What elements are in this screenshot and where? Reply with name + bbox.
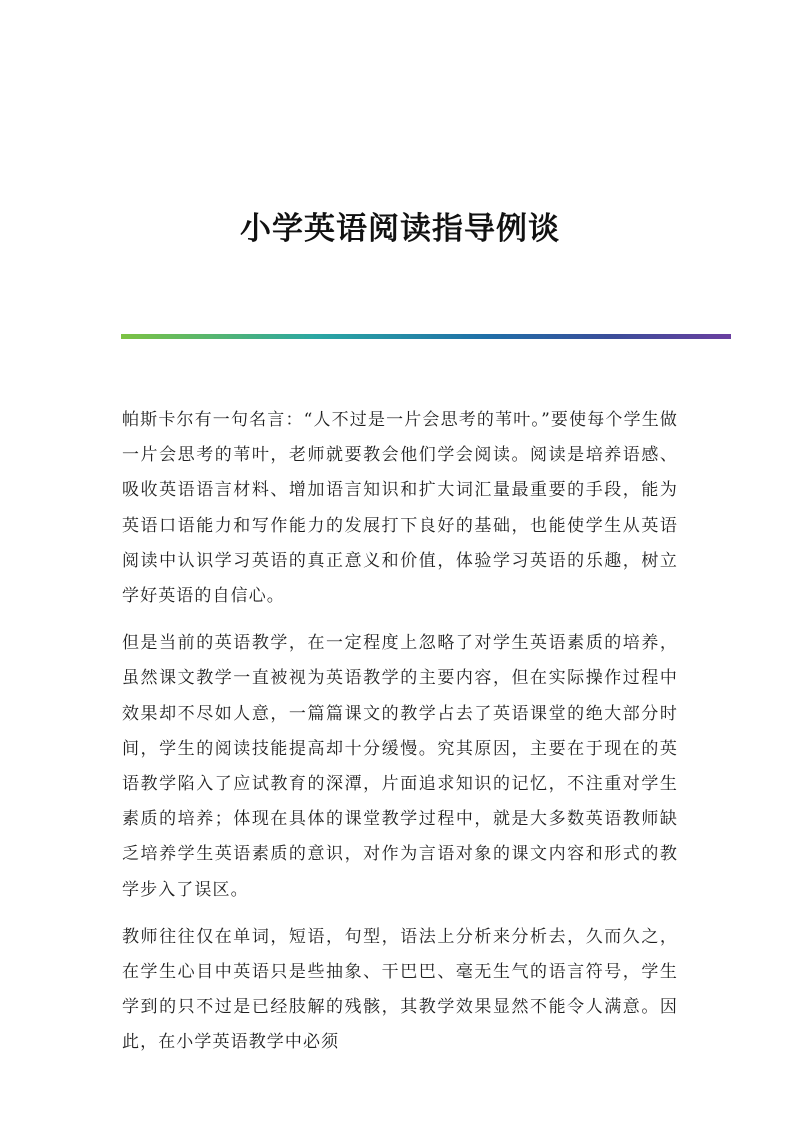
document-title: 小学英语阅读指导例谈	[240, 210, 560, 247]
paragraph-3: 教师往往仅在单词，短语，句型，语法上分析来分析去，久而久之，在学生心目中英语只是些抽象、干巴巴、毫无生气的语言符号，学生学到的只不过是已经肢解的残骸，其教学效果显然不能令人满意。因此，在小学英语教学中必须	[122, 926, 678, 1053]
paragraph-2: 但是当前的英语教学，在一定程度上忽略了对学生英语素质的培养，虽然课文教学一直被视为英语教学的主要内容，但在实际操作过程中效果却不尽如人意，一篇篇课文的教学占去了英语课堂的绝大部分时间，学生的阅读技能提高却十分缓慢。究其原因，主要在于现在的英语教学陷入了应试教育的深潭，片面追求知识的记忆，不注重对学生素质的培养；体现在具体的课堂教学过程中，就是大多数英语教师缺乏培养学生英语素质的意识，对作为言语对象的课文内容和形式的教学步入了误区。	[122, 633, 678, 900]
paragraph-1: 帕斯卡尔有一句名言：“人不过是一片会思考的苇叶。”要使每个学生做一片会思考的苇叶，老师就要教会他们学会阅读。阅读是培养语感、吸收英语语言材料、增加语言知识和扩大词汇量最重要的手段，能为英语口语能力和写作能力的发展打下良好的基础，也能使学生从英语阅读中认识学习英语的真正意义和价值，体验学习英语的乐趣，树立学好英语的自信心。	[122, 410, 678, 607]
document-body	[122, 403, 678, 1073]
title-divider	[121, 334, 731, 339]
